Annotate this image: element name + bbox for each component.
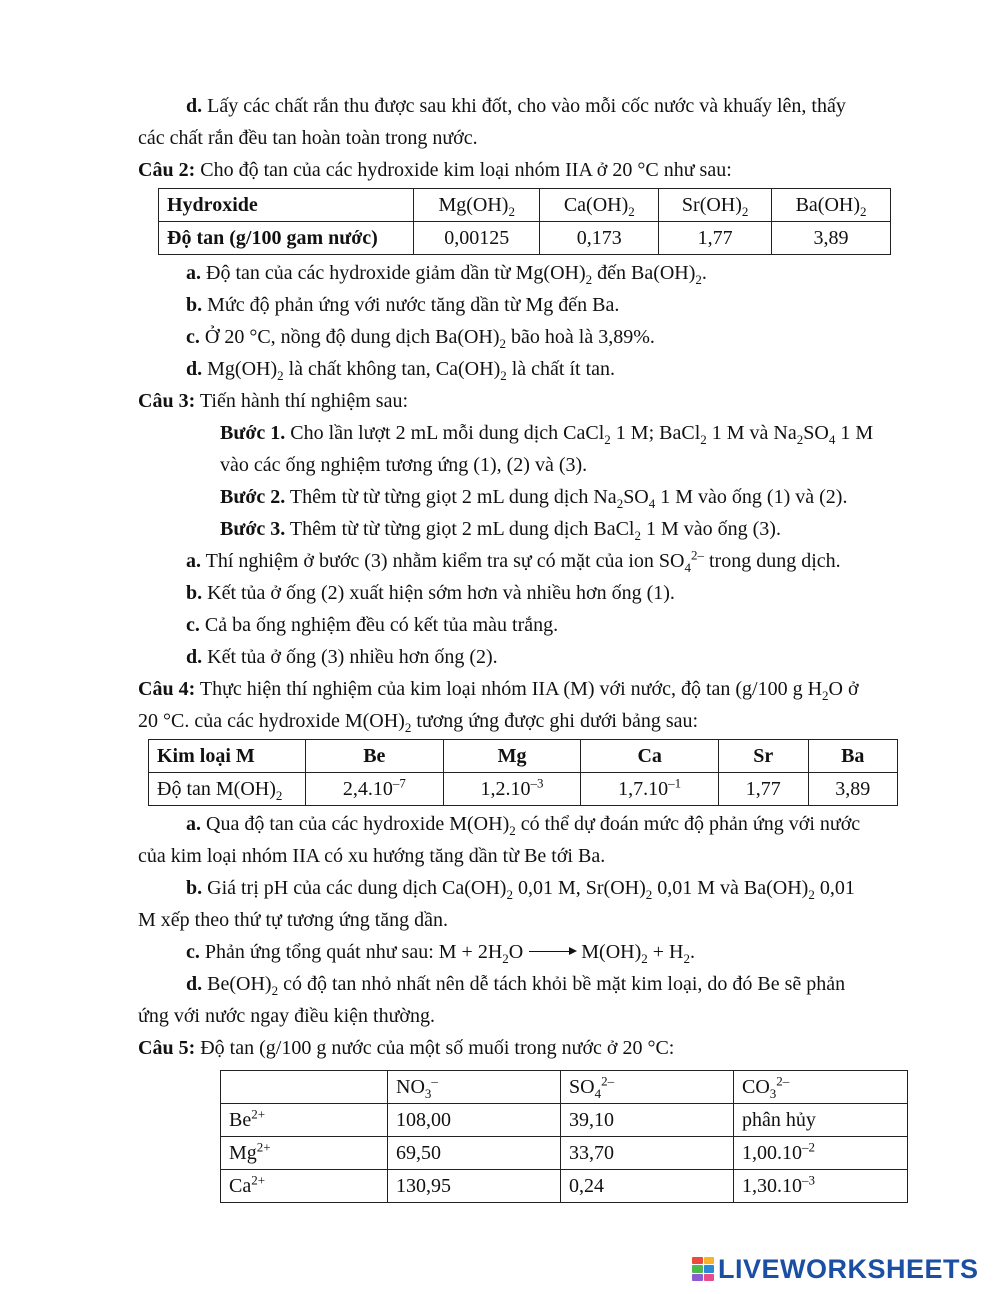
liveworksheets-logo-icon bbox=[692, 1257, 714, 1281]
q3-step-3: Bước 3. Thêm từ từ từng giọt 2 mL dung dịch BaCl$_2$ 1 M vào ống (3). bbox=[220, 518, 781, 543]
q4-option-b: b. Giá trị pH của các dung dịch $Ca(OH)_2$ 0,01 M, $Sr(OH)_2$ 0,01 M và $Ba(OH)_2$ 0,01 bbox=[186, 877, 855, 902]
q4-option-b-cont: M xếp theo thứ tự tương ứng tăng dần. bbox=[138, 909, 449, 931]
q2-question: Câu 2: Cho độ tan của các hydroxide kim loại nhóm IIA ở 20 °C như sau: bbox=[138, 159, 732, 181]
q3-step-2: Bước 2. Thêm từ từ từng giọt 2 mL dung dịch $Na_2SO_4$ 1 M vào ống (1) và (2). bbox=[220, 486, 848, 511]
document-page bbox=[138, 90, 908, 1203]
q4-option-d: d. $Be(OH)_2$ có độ tan nhỏ nhất nên dễ tách khỏi bề mặt kim loại, do đó Be sẽ phản bbox=[186, 973, 846, 998]
reaction-arrow-icon bbox=[529, 951, 575, 952]
q4-option-a: a. Qua độ tan của các hydroxide $M(OH)_2$ có thể dự đoán mức độ phản ứng với nước bbox=[186, 813, 861, 838]
q4-option-d-cont: ứng với nước ngay điều kiện thường. bbox=[138, 1005, 435, 1027]
q2-option-d: d. $Mg(OH)_2$ là chất không tan, $Ca(OH)_2$ là chất ít tan. bbox=[186, 358, 616, 383]
q2-option-b: b. Mức độ phản ứng với nước tăng dần từ Mg đến Ba. bbox=[186, 294, 620, 316]
table-row: $Mg^{2+}$ 69,50 33,70 $1,00.10^{-2}$ bbox=[221, 1137, 908, 1170]
q3-option-a: a. Thí nghiệm ở bước (3) nhằm kiểm tra sự có mặt của ion $SO_4^{2-}$ trong dung dịch. bbox=[186, 547, 841, 575]
q3-question: Câu 3: Tiến hành thí nghiệm sau: bbox=[138, 390, 409, 412]
table-row: $Ca^{2+}$ 130,95 0,24 $1,30.10^{-3}$ bbox=[221, 1170, 908, 1203]
q4-question-cont: 20 °C. của các hydroxide $M(OH)_2$ tương ứng được ghi dưới bảng sau: bbox=[138, 710, 699, 735]
logo-block bbox=[704, 1257, 715, 1264]
table-row: Hydroxide $Mg(OH)_2$ $Ca(OH)_2$ $Sr(OH)_2$ $Ba(OH)_2$ bbox=[159, 189, 891, 222]
q3-option-b: b. Kết tủa ở ống (2) xuất hiện sớm hơn và nhiều hơn ống (1). bbox=[186, 582, 675, 604]
q2-solubility-table bbox=[158, 188, 891, 255]
q3-option-d: d. Kết tủa ở ống (3) nhiều hơn ống (2). bbox=[186, 646, 498, 668]
table-row: Độ tan (g/100 gam nước) 0,00125 0,173 1,77 3,89 bbox=[159, 222, 891, 255]
logo-text: LIVEWORKSHEETS bbox=[718, 1253, 979, 1284]
q5-question: Câu 5: Độ tan (g/100 g nước của một số muối trong nước ở 20 °C: bbox=[138, 1037, 675, 1059]
table-row: Kim loại M Be Mg Ca Sr Ba bbox=[149, 740, 898, 773]
q3-option-c: c. Cả ba ống nghiệm đều có kết tủa màu trắng. bbox=[186, 614, 559, 636]
logo-block bbox=[704, 1265, 715, 1272]
logo-block bbox=[692, 1274, 703, 1281]
liveworksheets-logo[interactable] bbox=[692, 1252, 979, 1286]
q4-solubility-table bbox=[148, 739, 898, 806]
q3-step-1: Bước 1. Cho lần lượt 2 mL mỗi dung dịch CaCl$_2$ 1 M; BaCl$_2$ 1 M và $Na_2SO_4$ 1 M bbox=[220, 422, 874, 447]
table-row: $NO_3^-$ $SO_4^{2-}$ $CO_3^{2-}$ bbox=[221, 1071, 908, 1104]
q4-question: Câu 4: Thực hiện thí nghiệm của kim loại nhóm IIA (M) với nước, độ tan (g/100 g $H_2O$ ở bbox=[138, 678, 859, 703]
logo-block bbox=[692, 1257, 703, 1264]
q5-salt-solubility-table bbox=[220, 1070, 908, 1203]
q1-option-d: d. Lấy các chất rắn thu được sau khi đốt, cho vào mỗi cốc nước và khuấy lên, thấy bbox=[186, 95, 846, 117]
q2-option-c: c. Ở 20 °C, nồng độ dung dịch $Ba(OH)_2$ bão hoà là 3,89%. bbox=[186, 326, 655, 351]
logo-block bbox=[692, 1265, 703, 1272]
q4-option-a-cont: của kim loại nhóm IIA có xu hướng tăng dần từ Be tới Ba. bbox=[138, 845, 606, 867]
q2-option-a: a. Độ tan của các hydroxide giảm dần từ $Mg(OH)_2$ đến $Ba(OH)_2$. bbox=[186, 262, 707, 287]
q3-step-1-cont: vào các ống nghiệm tương ứng (1), (2) và (3). bbox=[220, 454, 588, 476]
q1-option-d-cont: các chất rắn đều tan hoàn toàn trong nước. bbox=[138, 127, 478, 149]
table-row: $Be^{2+}$ 108,00 39,10 phân hủy bbox=[221, 1104, 908, 1137]
table-row: Độ $\tan M(OH)_2$ $2,4.10^{-7}$ $1,2.10^{-3}$ $1,7.10^{-1}$ 1,77 3,89 bbox=[149, 773, 898, 806]
q4-option-c: c. Phản ứng tổng quát như sau: $M + 2H_2O$ $M(OH)_2 + H_2$. bbox=[186, 941, 695, 966]
logo-block bbox=[704, 1274, 715, 1281]
